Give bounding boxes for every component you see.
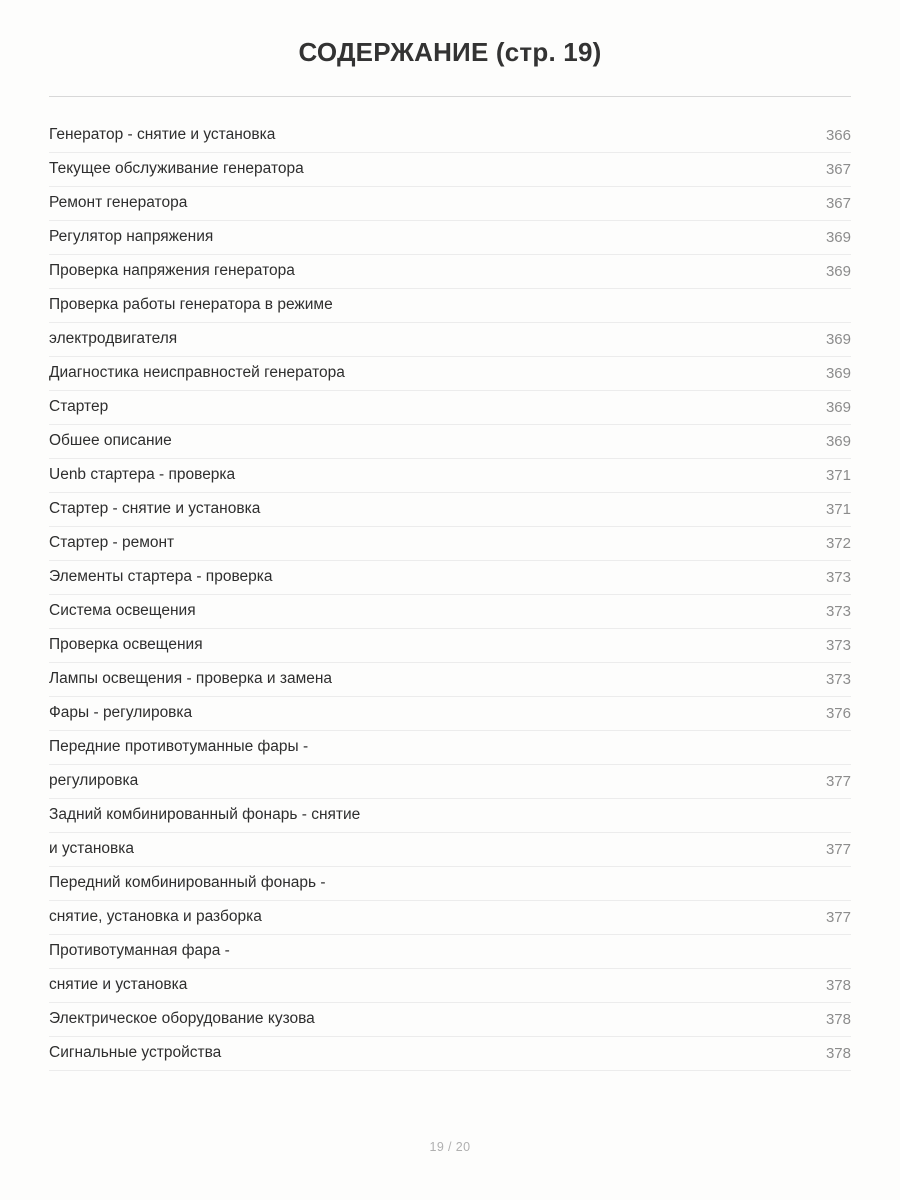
toc-entry-page-number: 378 [825, 1044, 851, 1062]
toc-entry-row[interactable] [49, 255, 851, 289]
toc-entry-page-number: 378 [825, 976, 851, 994]
toc-entry-title: Стартер - ремонт [49, 534, 175, 552]
toc-entry-title: Стартер - снятие и установка [49, 500, 261, 518]
toc-entry-row[interactable] [49, 221, 851, 255]
toc-entry-row[interactable] [49, 1037, 851, 1071]
toc-entry-title: Текущее обслуживание генератора [49, 160, 304, 178]
toc-entry-title: Uenb стартера - проверка [49, 466, 236, 484]
toc-entry-page-number: 371 [825, 500, 851, 518]
toc-entry-title: Проверка освещения [49, 636, 203, 654]
toc-entry-page-number: 377 [825, 840, 851, 858]
toc-entry-title: Стартер [49, 398, 109, 416]
toc-entry-title: Передние противотуманные фары - [49, 738, 309, 756]
toc-entry-title: снятие и установка [49, 976, 188, 994]
toc-entry-page-number: 369 [825, 262, 851, 280]
toc-entry-page-number: 367 [825, 160, 851, 178]
toc-entry-title: Электрическое оборудование кузова [49, 1010, 315, 1028]
toc-entry-page-number: 369 [825, 364, 851, 382]
toc-entry-page-number: 371 [825, 466, 851, 484]
toc-entry-row[interactable] [49, 1003, 851, 1037]
toc-entry-page-number: 369 [825, 330, 851, 348]
toc-entry-page-number: 373 [825, 670, 851, 688]
toc-entry-row[interactable] [49, 391, 851, 425]
toc-entry-row[interactable] [49, 153, 851, 187]
toc-entry-row[interactable] [49, 119, 851, 153]
toc-entry-page-number: 378 [825, 1010, 851, 1028]
toc-entry-row[interactable] [49, 833, 851, 867]
toc-entry-row[interactable] [49, 459, 851, 493]
toc-entry-page-number: 369 [825, 228, 851, 246]
toc-entry-row[interactable] [49, 901, 851, 935]
page-footer: 19 / 20 [429, 1140, 471, 1154]
toc-entry-title: Диагностика неисправностей генератора [49, 364, 345, 382]
toc-entry-title: Обшее описание [49, 432, 172, 450]
toc-entry-row[interactable] [49, 629, 851, 663]
toc-entry-title: Система освещения [49, 602, 196, 620]
toc-entry-row[interactable] [49, 663, 851, 697]
toc-entry-row[interactable] [49, 969, 851, 1003]
toc-entry-page-number: 369 [825, 432, 851, 450]
toc-entry-title: Передний комбинированный фонарь - [49, 874, 326, 892]
toc-entry-title: электродвигателя [49, 330, 178, 348]
page-title: СОДЕРЖАНИЕ (стр. 19) [298, 37, 602, 67]
toc-entry-title: Генератор - снятие и установка [49, 126, 276, 144]
toc-entry-title: Элементы стартера - проверка [49, 568, 273, 586]
toc-entry-page-number: 366 [825, 126, 851, 144]
toc-entry-title: Задний комбинированный фонарь - снятие [49, 806, 361, 824]
toc-entry-page-number: 369 [825, 398, 851, 416]
toc-entry-page-number: 373 [825, 636, 851, 654]
toc-entry-row[interactable] [49, 731, 851, 765]
toc-entry-row[interactable] [49, 765, 851, 799]
table-of-contents [49, 119, 851, 1071]
toc-entry-row[interactable] [49, 595, 851, 629]
toc-entry-title: регулировка [49, 772, 139, 790]
toc-entry-page-number: 373 [825, 568, 851, 586]
toc-entry-title: Проверка работы генератора в режиме [49, 296, 333, 314]
toc-entry-title: Лампы освещения - проверка и замена [49, 670, 333, 688]
toc-entry-page-number: 372 [825, 534, 851, 552]
toc-entry-title: и установка [49, 840, 134, 858]
toc-entry-title: Противотуманная фара - [49, 942, 230, 960]
toc-entry-title: Ремонт генератора [49, 194, 188, 212]
toc-entry-title: Фары - регулировка [49, 704, 193, 722]
toc-entry-page-number: 376 [825, 704, 851, 722]
toc-entry-title: Проверка напряжения генератора [49, 262, 295, 280]
toc-entry-row[interactable] [49, 935, 851, 969]
toc-entry-row[interactable] [49, 425, 851, 459]
toc-entry-row[interactable] [49, 799, 851, 833]
toc-entry-row[interactable] [49, 493, 851, 527]
toc-entry-page-number: 377 [825, 908, 851, 926]
toc-entry-title: снятие, установка и разборка [49, 908, 262, 926]
toc-entry-title: Регулятор напряжения [49, 228, 214, 246]
toc-entry-row[interactable] [49, 867, 851, 901]
toc-entry-row[interactable] [49, 323, 851, 357]
toc-entry-page-number: 367 [825, 194, 851, 212]
toc-entry-row[interactable] [49, 357, 851, 391]
toc-entry-page-number: 377 [825, 772, 851, 790]
toc-entry-row[interactable] [49, 697, 851, 731]
title-divider [49, 96, 851, 97]
toc-entry-row[interactable] [49, 561, 851, 595]
toc-entry-row[interactable] [49, 289, 851, 323]
toc-entry-title: Сигнальные устройства [49, 1044, 222, 1062]
toc-entry-page-number: 373 [825, 602, 851, 620]
toc-entry-row[interactable] [49, 187, 851, 221]
toc-entry-row[interactable] [49, 527, 851, 561]
